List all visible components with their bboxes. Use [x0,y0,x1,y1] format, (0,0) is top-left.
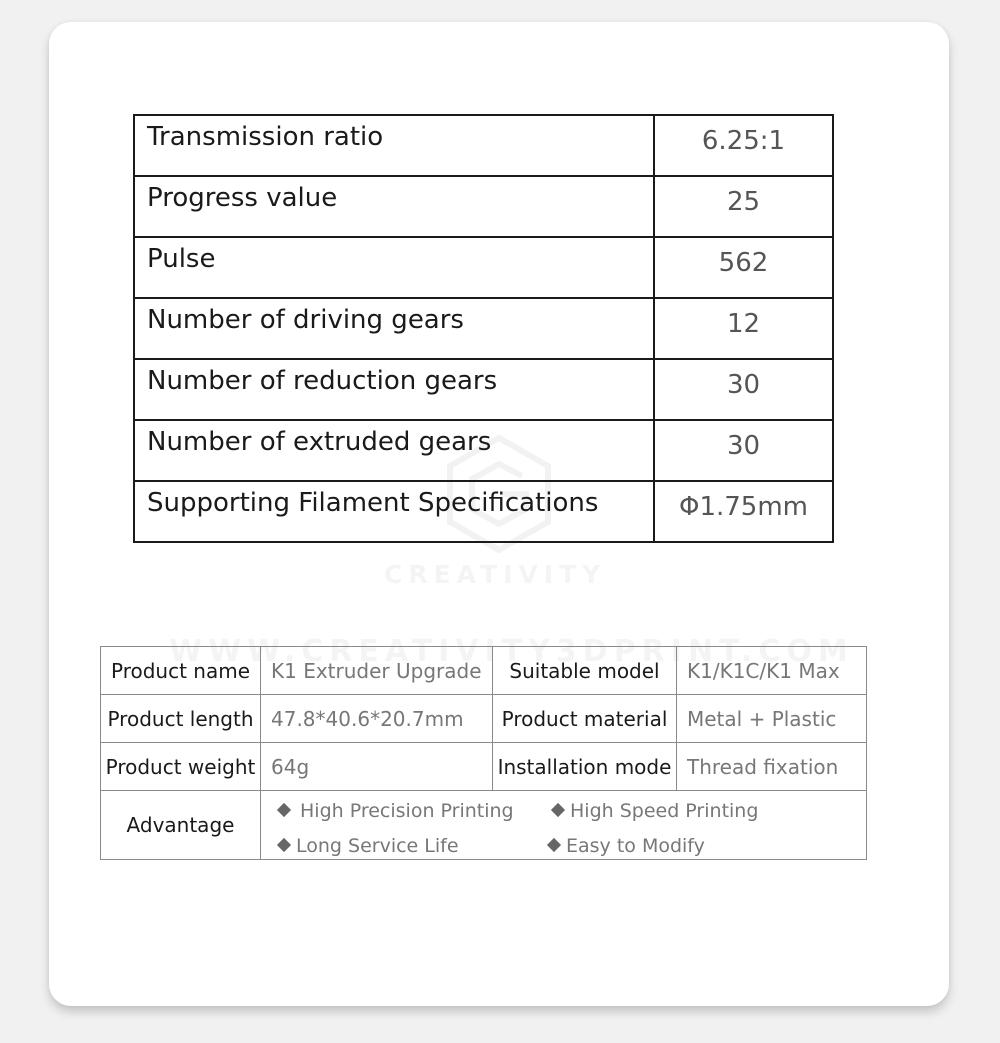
list-item [275,835,459,857]
installation-mode-value: Thread fixation [677,743,867,791]
spec-label: Number of driving gears [134,298,654,359]
product-material-label: Product material [493,695,677,743]
list-item [545,835,705,857]
product-weight-value: 64g [261,743,493,791]
product-name-value: K1 Extruder Upgrade [261,647,493,695]
advantage-text: High Speed Printing [570,800,759,822]
table-row [134,176,833,237]
spec-value: 25 [654,176,833,237]
list-item [549,800,758,822]
product-info-table [100,646,867,860]
spec-value: Φ1.75mm [654,481,833,542]
advantage-text: High Precision Printing [300,800,514,822]
table-row [101,695,867,743]
diamond-bullet-icon [551,803,565,817]
table-row [101,647,867,695]
spec-table [133,114,834,543]
table-row [134,420,833,481]
list-item [275,800,514,822]
product-name-label: Product name [101,647,261,695]
table-row [101,791,867,860]
advantage-list [261,791,867,860]
product-length-label: Product length [101,695,261,743]
spec-value: 12 [654,298,833,359]
table-row [134,115,833,176]
product-weight-label: Product weight [101,743,261,791]
watermark-brand [384,560,606,589]
product-material-value: Metal + Plastic [677,695,867,743]
spec-value: 30 [654,420,833,481]
spec-value: 562 [654,237,833,298]
diamond-bullet-icon [547,838,561,852]
spec-label: Transmission ratio [134,115,654,176]
diamond-bullet-icon [277,803,291,817]
diamond-bullet-icon [277,838,291,852]
spec-label: Progress value [134,176,654,237]
advantage-label: Advantage [101,791,261,860]
product-length-value: 47.8*40.6*20.7mm [261,695,493,743]
suitable-model-label: Suitable model [493,647,677,695]
suitable-model-value: K1/K1C/K1 Max [677,647,867,695]
advantage-text: Long Service Life [296,835,459,857]
spec-value: 6.25:1 [654,115,833,176]
table-row [134,359,833,420]
advantage-text: Easy to Modify [566,835,705,857]
installation-mode-label: Installation mode [493,743,677,791]
spec-value: 30 [654,359,833,420]
table-row [101,743,867,791]
spec-label: Number of extruded gears [134,420,654,481]
table-row [134,237,833,298]
spec-card [49,22,949,1006]
table-row [134,481,833,542]
spec-label: Supporting Filament Specifications [134,481,654,542]
table-row [134,298,833,359]
spec-label: Pulse [134,237,654,298]
spec-label: Number of reduction gears [134,359,654,420]
